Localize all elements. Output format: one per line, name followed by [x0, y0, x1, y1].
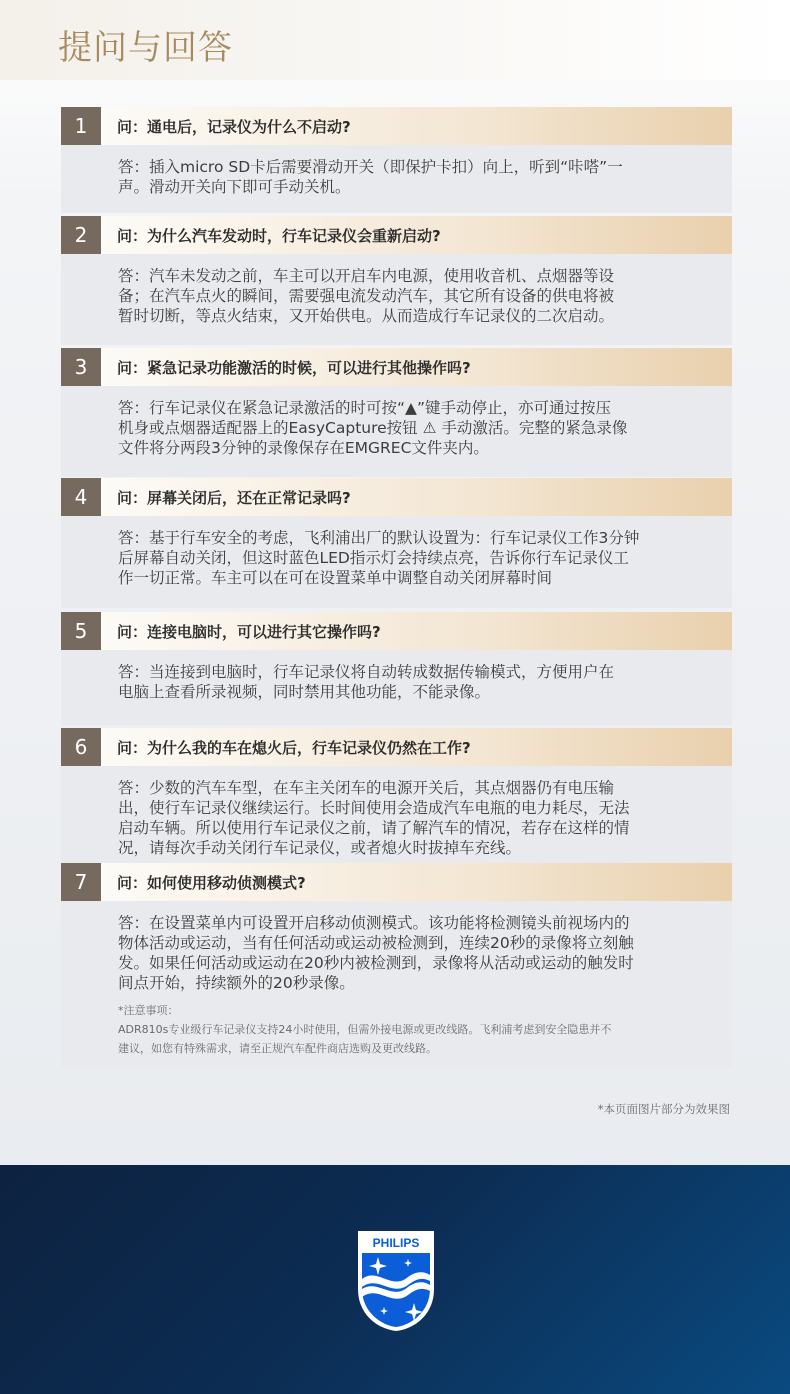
- question-text: 问：通电后，记录仪为什么不启动?: [117, 117, 351, 136]
- question-bar: [101, 478, 732, 516]
- qa-item-6: [61, 728, 732, 863]
- question-row: [61, 612, 732, 650]
- answer-box: [61, 650, 732, 725]
- question-bar: [101, 348, 732, 386]
- question-row: [61, 478, 732, 516]
- answer-box: [61, 516, 732, 608]
- qa-item-1: [61, 107, 732, 213]
- answer-box: [61, 145, 732, 213]
- question-row: [61, 863, 732, 901]
- answer-text: 答：在设置菜单内可设置开启移动侦测模式。该功能将检测镜头前视场内的 物体活动或运动，当有任何活动或运动被检测到，连续20秒的录像将立刻触 发。如果任何活动或运动在20秒内被检测到，录像将从活动或运动的触发时 间点开始，持续额外的20秒录像。: [118, 914, 634, 992]
- qa-item-3: [61, 348, 732, 477]
- question-number: 1: [61, 107, 101, 145]
- answer-box: [61, 766, 732, 863]
- qa-item-2: [61, 216, 732, 345]
- answer-text: 答：基于行车安全的考虑，飞利浦出厂的默认设置为：行车记录仪工作3分钟 后屏幕自动关闭，但这时蓝色LED指示灯会持续点亮，告诉你行车记录仪工 作一切正常。车主可以在可在设置菜单中调整自动关闭屏幕时间: [118, 529, 640, 587]
- answer-text: 答：汽车未发动之前，车主可以开启车内电源，使用收音机、点烟器等设 备；在汽车点火的瞬间，需要强电流发动汽车，其它所有设备的供电将被 暂时切断，等点火结束，又开始供电。从而造成行车记录仪的二次启动。: [118, 267, 615, 325]
- answer-text: 答：少数的汽车车型，在车主关闭车的电源开关后，其点烟器仍有电压输 出，使行车记录仪继续运行。长时间使用会造成汽车电瓶的电力耗尽，无法 启动车辆。所以使用行车记录仪之前，请了解汽车的情况，若存在这样的情 况，请每次手动关闭行车记录仪，或者熄火时拔掉车充线。: [118, 779, 630, 857]
- image-disclaimer: *本页面图片部分为效果图: [597, 1102, 730, 1116]
- question-row: [61, 348, 732, 386]
- question-number: 7: [61, 863, 101, 901]
- question-number: 4: [61, 478, 101, 516]
- question-bar: [101, 612, 732, 650]
- answer-text: 答：当连接到电脑时，行车记录仪将自动转成数据传输模式，方便用户在 电脑上查看所录视频，同时禁用其他功能，不能录像。: [118, 663, 615, 701]
- question-text: 问：为什么我的车在熄火后，行车记录仪仍然在工作?: [117, 738, 471, 757]
- qa-item-5: [61, 612, 732, 725]
- note-text: *注意事项： ADR810s专业级行车记录仪支持24小时使用，但需外接电源或更改线路。飞利浦考虑到安全隐患并不 建议，如您有特殊需求，请至正规汽车配件商店选购及更改线路。: [118, 1004, 612, 1055]
- question-number: 2: [61, 216, 101, 254]
- philips-shield-logo: [356, 1229, 436, 1333]
- answer-text: 答：行车记录仪在紧急记录激活的时可按“▲”键手动停止，亦可通过按压 机身或点烟器适配器上的EasyCapture按钮 ⚠ 手动激活。完整的紧急录像 文件将分两段3分钟的录像保存在EMGREC文件夹内。: [118, 399, 628, 457]
- question-bar: [101, 107, 732, 145]
- qa-item-7: [61, 863, 732, 1068]
- answer-text: 答：插入micro SD卡后需要滑动开关（即保护卡扣）向上，听到“咔嗒”一 声。滑动开关向下即可手动关机。: [118, 158, 623, 196]
- footer: [0, 1165, 790, 1394]
- question-text: 问：屏幕关闭后，还在正常记录吗?: [117, 488, 351, 507]
- question-text: 问：如何使用移动侦测模式?: [117, 873, 306, 892]
- question-bar: [101, 216, 732, 254]
- answer-box: [61, 901, 732, 1068]
- question-text: 问：紧急记录功能激活的时候，可以进行其他操作吗?: [117, 358, 471, 377]
- brand-wordmark: PHILIPS: [372, 1236, 420, 1250]
- question-number: 6: [61, 728, 101, 766]
- question-row: [61, 728, 732, 766]
- question-text: 问：连接电脑时，可以进行其它操作吗?: [117, 622, 381, 641]
- question-bar: [101, 728, 732, 766]
- qa-item-4: [61, 478, 732, 608]
- question-number: 3: [61, 348, 101, 386]
- question-number: 5: [61, 612, 101, 650]
- question-text: 问：为什么汽车发动时，行车记录仪会重新启动?: [117, 226, 441, 245]
- answer-box: [61, 254, 732, 345]
- answer-box: [61, 386, 732, 477]
- question-bar: [101, 863, 732, 901]
- question-row: [61, 107, 732, 145]
- page-title: 提问与回答: [58, 28, 233, 68]
- question-row: [61, 216, 732, 254]
